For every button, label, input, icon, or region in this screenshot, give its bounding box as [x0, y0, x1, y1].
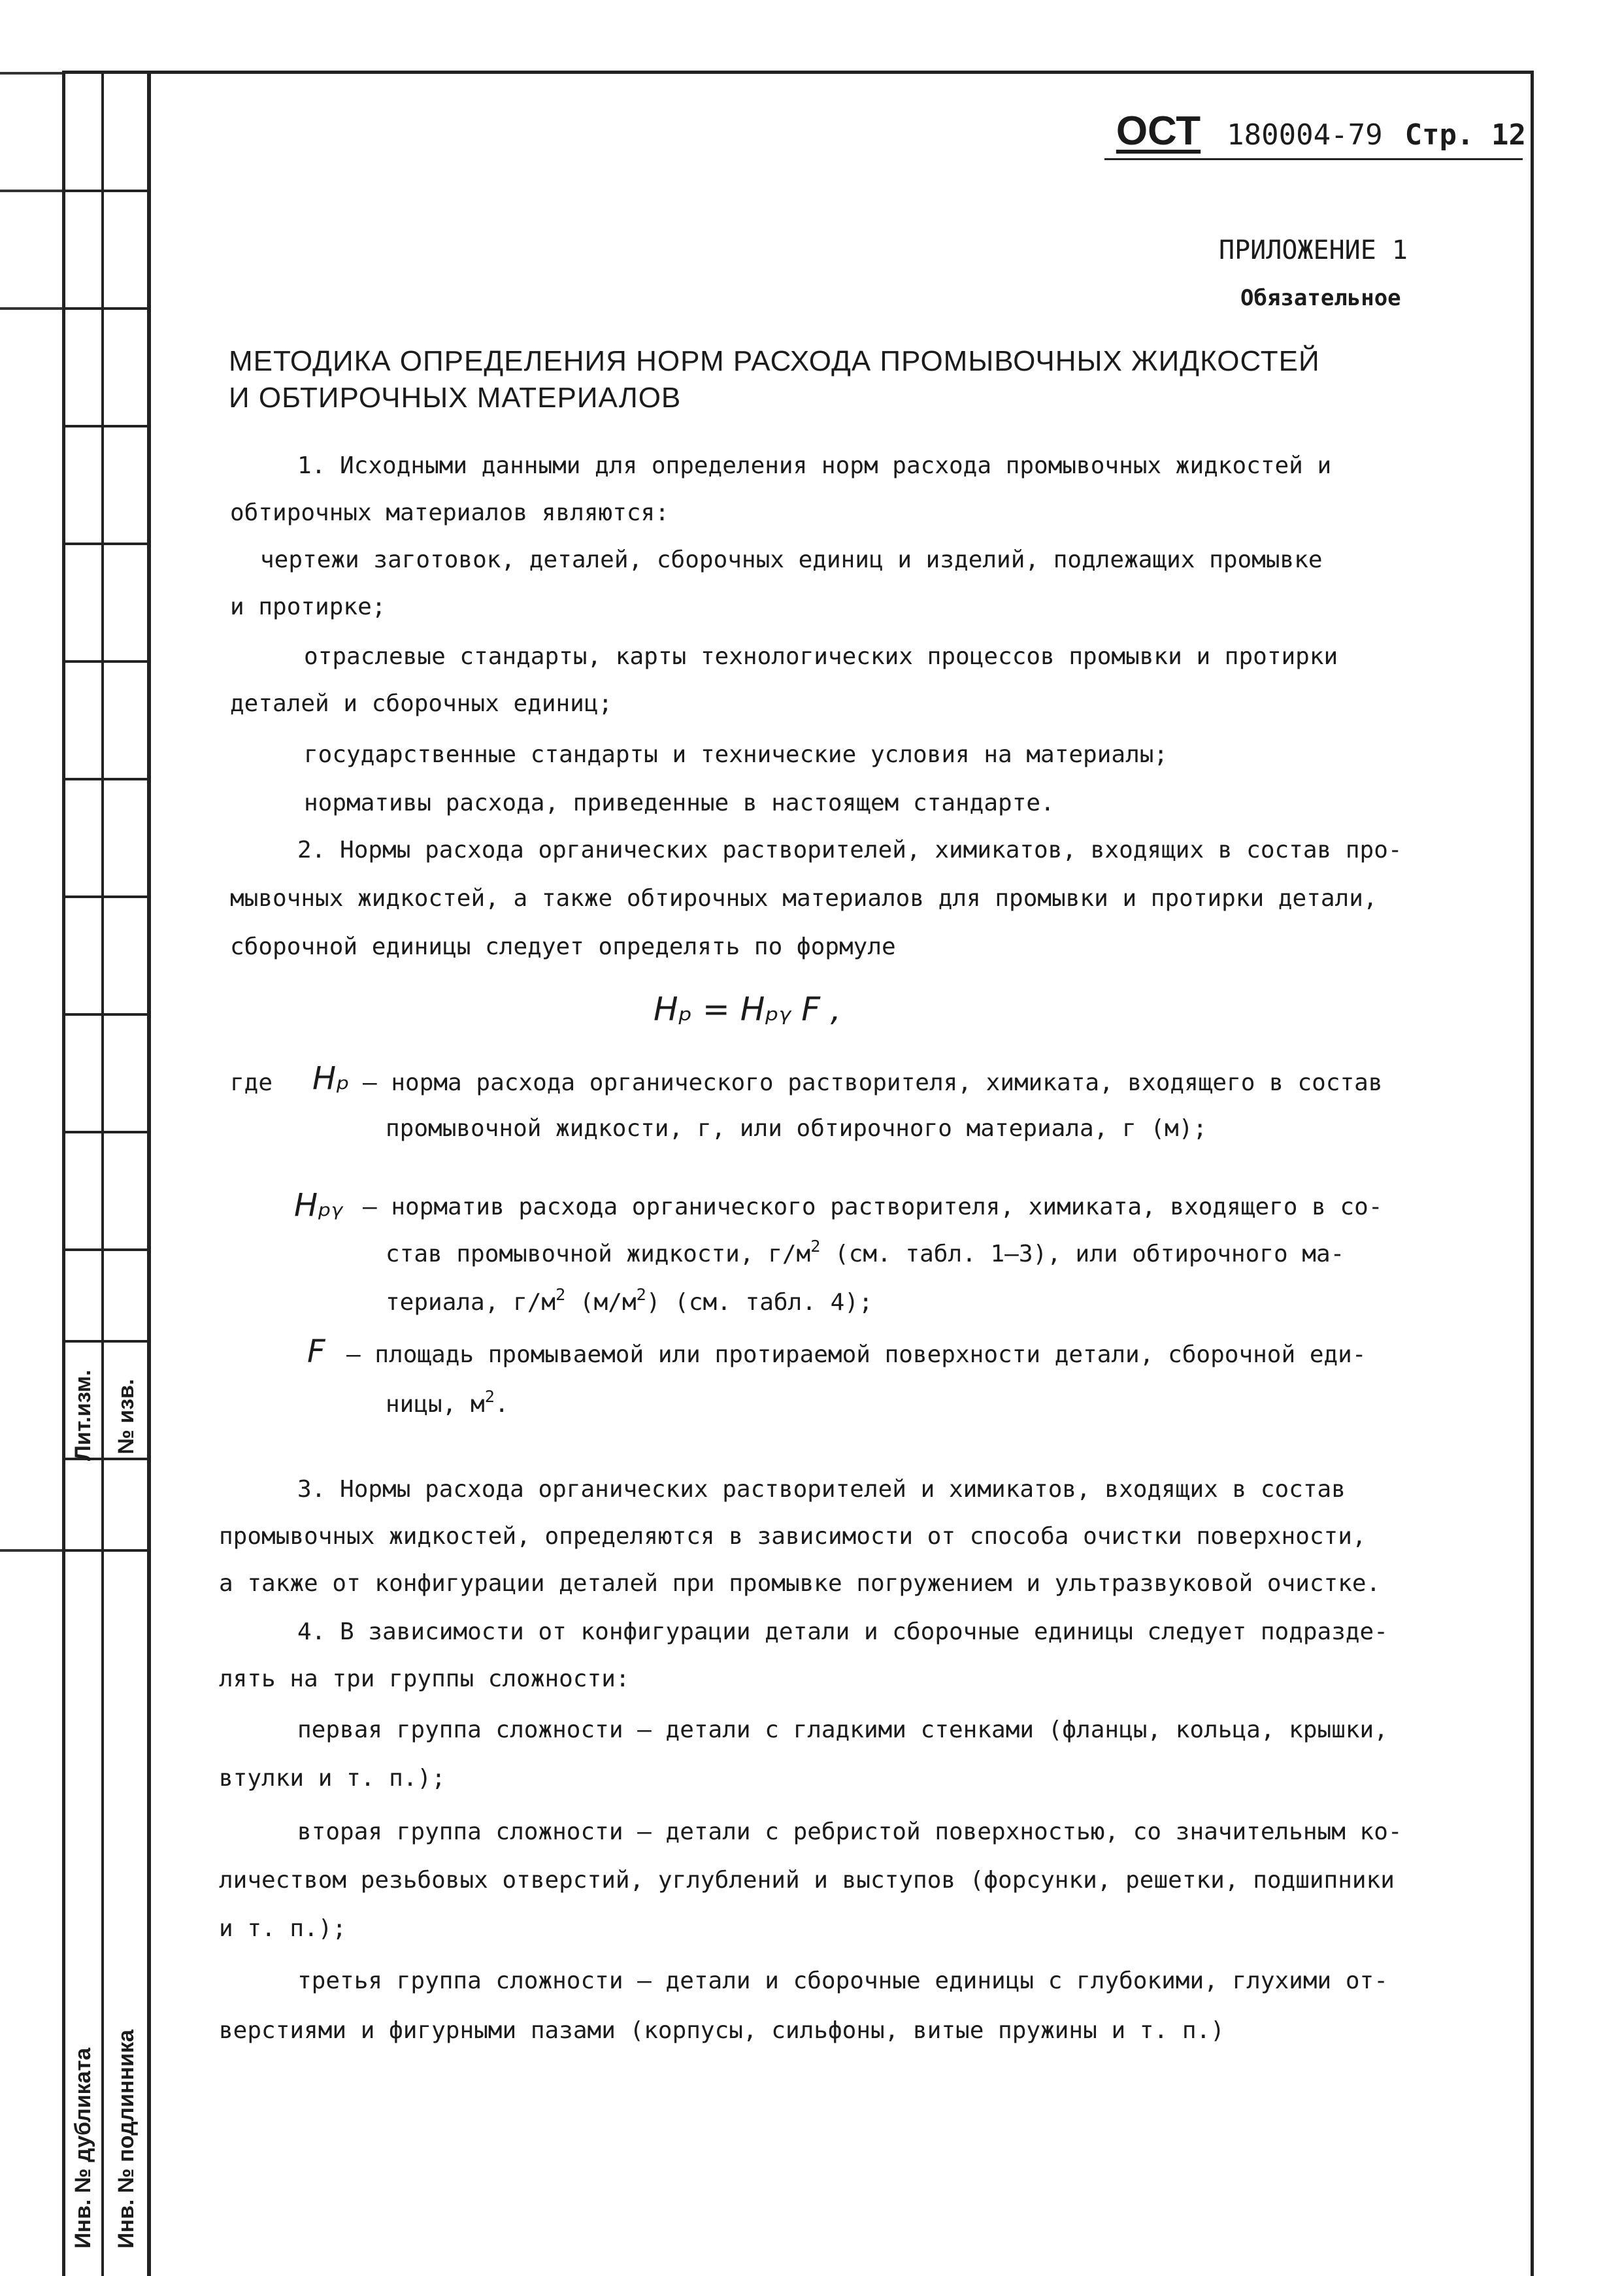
text-line: чертежи заготовок, деталей, сборочных единиц и изделий, подлежащих промывке [260, 546, 1323, 573]
edge-stub [0, 1549, 62, 1552]
margin-line [62, 1549, 147, 1552]
text-line: промывочной жидкости, г, или обтирочного материала, г (м); [386, 1115, 1208, 1142]
text-line: верстиями и фигурными пазами (корпусы, сильфоны, витые пружины и т. п.) [219, 2017, 1225, 2044]
text-line: третья группа сложности – детали и сборочные единицы с глубокими, глухими от- [297, 1967, 1388, 1994]
appendix-status: Обязательное [1240, 285, 1401, 311]
text-line: первая группа сложности – детали с гладкими стенками (фланцы, кольца, крышки, [297, 1716, 1388, 1743]
edge-stub [0, 72, 62, 75]
symbol-f: F [307, 1333, 325, 1370]
edge-stub [0, 307, 62, 310]
page-number: Стр. 12 [1404, 118, 1526, 152]
text-line: – норматив расхода органического растворителя, химиката, входящего в со- [363, 1194, 1383, 1220]
text-line: и протирке; [230, 594, 386, 620]
header-rule [1104, 158, 1523, 160]
margin-label-inv-dubl: Инв. № дубликата [71, 2047, 95, 2249]
text-line: став промывочной жидкости, $г/м^2$ (см. табл. 1–3), или обтирочного ма- [386, 1236, 1345, 1267]
text-line: 1. Исходными данными для определения норм расхода промывочных жидкостей и [297, 452, 1332, 479]
margin-line [62, 1248, 147, 1251]
document-number: 180004-79 [1227, 118, 1383, 152]
margin-label-lit-izm: Лит.изм. [71, 1369, 95, 1461]
text-line: и т. п.); [219, 1915, 347, 1942]
margin-line [62, 1131, 147, 1133]
text-line: териала, $г/м^2$ $(м/м^2)$ (см. табл. 4); [386, 1284, 873, 1316]
text-line: втулки и т. п.); [219, 1765, 446, 1792]
text-line: сборочной единицы следует определять по формуле [230, 933, 896, 960]
text-line: вторая группа сложности – детали с ребристой поверхностью, со значительным ко- [297, 1818, 1402, 1845]
margin-line [62, 307, 147, 310]
page-title: МЕТОДИКА ОПРЕДЕЛЕНИЯ НОРМ РАСХОДА ПРОМЫВОЧНЫХ ЖИДКОСТЕЙ [229, 345, 1320, 377]
edge-stub [0, 190, 62, 192]
text-line: нормативы расхода, приведенные в настоящем стандарте. [304, 790, 1055, 816]
text-line: промывочных жидкостей, определяются в зависимости от способа очистки поверхности, [219, 1523, 1367, 1550]
text-line: 4. В зависимости от конфигурации детали и сборочные единицы следует подразде- [297, 1618, 1388, 1645]
margin-line [62, 425, 147, 427]
text-line: а также от конфигурации деталей при промывке погружением и ультразвуковой очистке. [219, 1570, 1381, 1597]
margin-line [62, 778, 147, 780]
margin-line [62, 1013, 147, 1016]
page-title-line2: И ОБТИРОЧНЫХ МАТЕРИАЛОВ [229, 382, 682, 414]
margin-label-no-izv: № изв. [114, 1379, 139, 1454]
text-line: 2. Нормы расхода органических растворителей, химикатов, входящих в состав про- [297, 837, 1402, 863]
margin-line [62, 1340, 147, 1343]
margin-line [62, 190, 147, 192]
text-line: лять на три группы сложности: [219, 1665, 630, 1692]
formula: Hₚ = Hₚᵧ F , [654, 990, 841, 1028]
margin-line [62, 660, 147, 663]
margin-line [62, 895, 147, 898]
margin-column-divider [101, 71, 104, 2276]
appendix-label: ПРИЛОЖЕНИЕ 1 [1219, 235, 1408, 265]
text-line: мывочных жидкостей, а также обтирочных материалов для промывки и протирки детали, [230, 885, 1378, 912]
symbol-hpy: Hₚᵧ [294, 1187, 343, 1224]
where-label: где [230, 1069, 273, 1096]
text-line: обтирочных материалов являются: [230, 499, 669, 526]
text-line: личеством резьбовых отверстий, углублений и выступов (форсунки, решетки, подшипники [219, 1867, 1395, 1894]
text-line: – норма расхода органического растворителя, химиката, входящего в состав [363, 1069, 1383, 1096]
symbol-hp: Hₚ [312, 1060, 350, 1097]
text-line: ницы, $м^2$. [386, 1386, 509, 1418]
margin-label-inv-podl: Инв. № подлинника [114, 2030, 139, 2249]
standard-code: ОСТ [1116, 109, 1201, 154]
margin-line [62, 543, 147, 545]
text-line: – площадь промываемой или протираемой поверхности детали, сборочной еди- [346, 1341, 1367, 1368]
text-line: отраслевые стандарты, карты технологических процессов промывки и протирки [304, 643, 1338, 670]
text-line: государственные стандарты и технические условия на материалы; [304, 741, 1168, 768]
text-line: деталей и сборочных единиц; [230, 690, 613, 717]
text-line: 3. Нормы расхода органических растворителей и химикатов, входящих в состав [297, 1476, 1346, 1503]
document-header [1116, 108, 1526, 154]
